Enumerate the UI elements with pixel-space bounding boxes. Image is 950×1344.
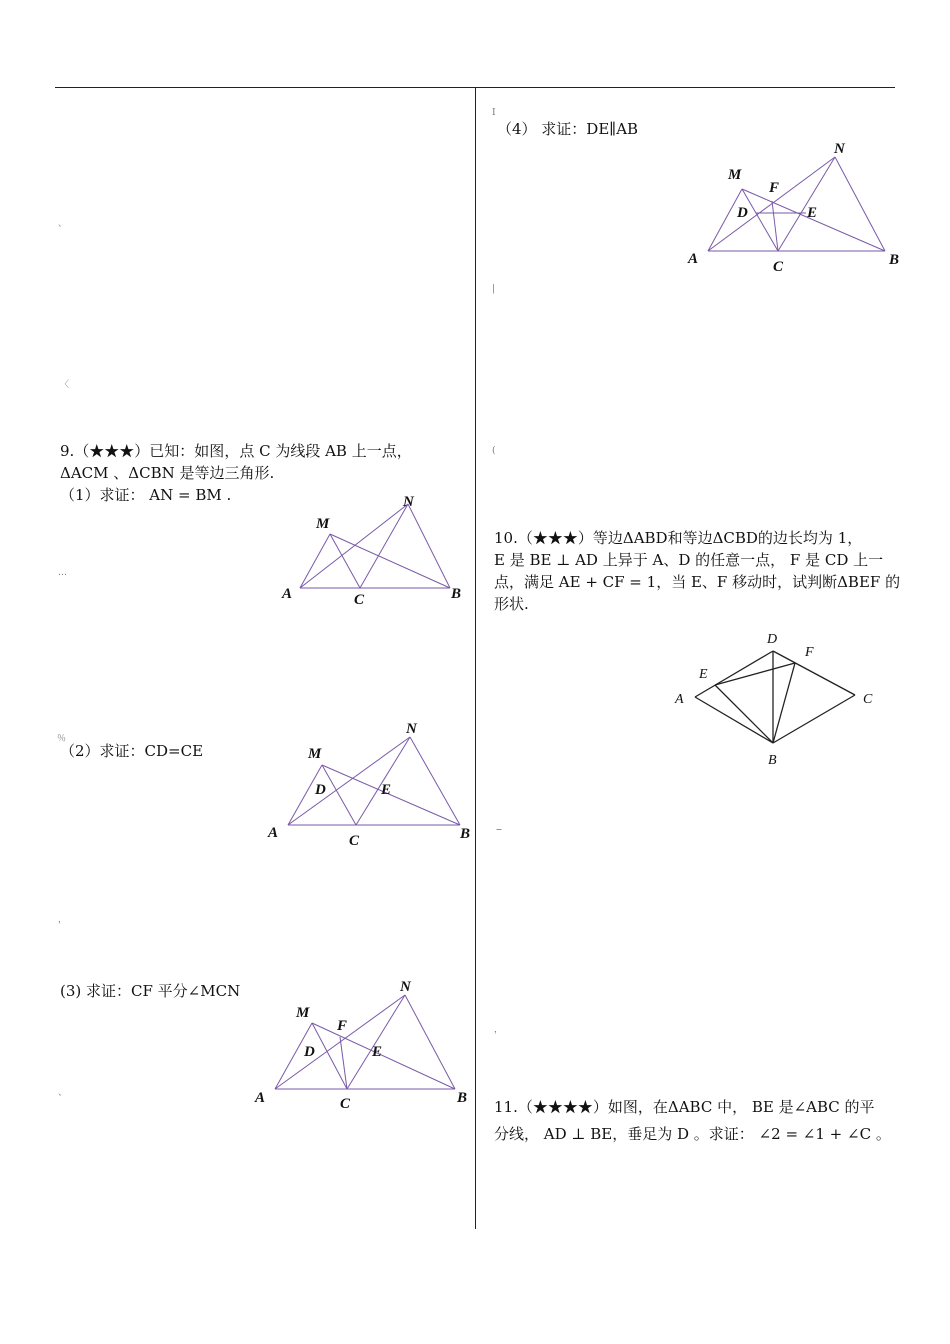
label-E: E	[372, 1044, 383, 1060]
margin-mark: |	[492, 284, 496, 294]
margin-mark: I	[492, 108, 496, 118]
figure-q9-part2	[260, 715, 470, 850]
label-F: F	[337, 1018, 348, 1034]
margin-mark: –	[496, 822, 502, 836]
figure-q9-part3	[250, 975, 470, 1115]
q9-part1: （1）求证： AN = BM .	[60, 486, 232, 504]
label-B: B	[457, 1090, 468, 1106]
margin-mark: 、	[58, 1088, 68, 1098]
q10-line2: E 是 BE ⊥ AD 上异于 A、D 的任意一点， F 是 CD 上一	[494, 551, 884, 569]
label-N: N	[400, 979, 411, 995]
margin-mark: 、	[58, 219, 68, 229]
label-A: A	[688, 251, 699, 267]
label-B: B	[889, 252, 900, 268]
label-N: N	[406, 721, 417, 737]
label-C: C	[773, 259, 784, 275]
label-A: A	[255, 1090, 266, 1106]
label-B: B	[768, 753, 777, 768]
label-F: F	[769, 180, 780, 196]
figure-q9-part4	[680, 135, 905, 275]
margin-mark: ，	[58, 915, 68, 925]
margin-mark: (	[492, 446, 496, 456]
label-C: C	[863, 692, 873, 707]
q9-part3: (3) 求证：CF 平分∠MCN	[60, 982, 241, 1000]
margin-mark: ％	[57, 734, 67, 744]
label-B: B	[460, 826, 471, 842]
figure-q9-part1	[270, 490, 470, 610]
q11-line1: 11.（★★★★）如图，在ΔABC 中， BE 是∠ABC 的平	[494, 1098, 875, 1116]
label-D: D	[737, 205, 748, 221]
q10-line4: 形状.	[494, 595, 529, 613]
margin-mark: …	[58, 568, 67, 578]
label-D: D	[304, 1044, 315, 1060]
margin-mark: 〈	[60, 380, 70, 390]
column-divider	[475, 87, 476, 1229]
label-B: B	[451, 586, 462, 602]
label-C: C	[349, 833, 360, 849]
margin-mark: ，	[494, 1025, 504, 1035]
label-M: M	[296, 1005, 310, 1021]
label-N: N	[403, 494, 414, 510]
label-C: C	[340, 1096, 351, 1112]
label-E: E	[807, 205, 818, 221]
label-A: A	[282, 586, 293, 602]
label-M: M	[728, 167, 742, 183]
label-M: M	[316, 516, 330, 532]
q9-part4: （4） 求证：DE∥AB	[497, 120, 639, 138]
q9-stem-line1: 9.（★★★）已知：如图，点 C 为线段 AB 上一点，	[60, 442, 412, 460]
label-E: E	[699, 667, 708, 682]
q9-stem-line2: ΔACM 、ΔCBN 是等边三角形.	[60, 464, 275, 482]
q9-part2: （2）求证：CD=CE	[60, 742, 204, 760]
q10-line1: 10.（★★★）等边ΔABD和等边ΔCBD的边长均为 1，	[494, 529, 863, 547]
label-E: E	[381, 782, 392, 798]
label-C: C	[354, 592, 365, 608]
label-N: N	[834, 141, 845, 157]
figure-q10	[665, 625, 885, 770]
label-A: A	[268, 825, 279, 841]
label-F: F	[805, 645, 814, 660]
label-M: M	[308, 746, 322, 762]
label-D: D	[767, 632, 778, 647]
q11-line2: 分线， AD ⊥ BE，垂足为 D 。求证： ∠2 = ∠1 + ∠C 。	[494, 1125, 891, 1143]
q10-line3: 点，满足 AE + CF = 1，当 E、F 移动时，试判断ΔBEF 的	[494, 573, 901, 591]
label-A: A	[675, 692, 684, 707]
label-D: D	[315, 782, 326, 798]
